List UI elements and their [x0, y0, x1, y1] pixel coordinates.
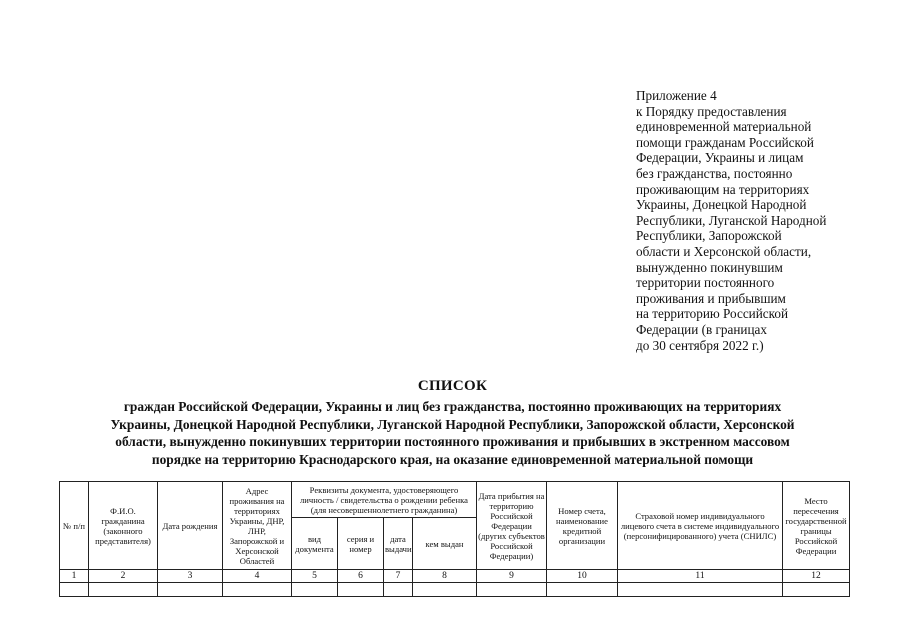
appendix-line: помощи гражданам Российской	[636, 134, 814, 150]
appendix-line: Республики, Луганской Народной	[636, 212, 827, 228]
empty-cell	[783, 583, 850, 597]
header-snils: Страховой номер индивидуального лицевого счета в системе индивидуального (персонифицированного) учета (СНИЛС)	[618, 482, 783, 570]
header-no: № п/п	[60, 482, 89, 570]
document-subtitle	[40, 398, 865, 468]
appendix-line: проживающим на территориях	[636, 181, 810, 197]
appendix-line: проживания и прибывшим	[636, 290, 786, 306]
column-number: 3	[158, 570, 223, 583]
column-number: 5	[292, 570, 338, 583]
header-account: Номер счета, наименование кредитной организации	[547, 482, 618, 570]
column-number: 7	[384, 570, 413, 583]
appendix-line: вынужденно покинувшим	[636, 259, 783, 275]
header-border-crossing: Место пересечения государственной границы Российской Федерации	[783, 482, 850, 570]
appendix-line: Республики, Запорожской	[636, 228, 782, 244]
appendix-line: Федерации, Украины и лицам	[636, 150, 804, 166]
subtitle-line: граждан Российской Федерации, Украины и лиц без гражданства, постоянно проживающих на территориях	[123, 399, 782, 414]
empty-cell	[292, 583, 338, 597]
column-number: 1	[60, 570, 89, 583]
column-number: 4	[223, 570, 292, 583]
column-number: 9	[477, 570, 547, 583]
empty-cell	[89, 583, 158, 597]
appendix-line: до 30 сентября 2022 г.)	[636, 337, 764, 353]
appendix-line: территории постоянного	[636, 275, 775, 291]
appendix-line: без гражданства, постоянно	[636, 165, 793, 181]
document-title: СПИСОК	[417, 378, 488, 394]
column-number: 6	[338, 570, 384, 583]
table-row	[60, 583, 850, 597]
appendix-note	[636, 88, 886, 353]
appendix-line: на территорию Российской	[636, 306, 789, 322]
recipients-table	[59, 481, 850, 597]
subtitle-line: Украины, Донецкой Народной Республики, Луганской Народной Республики, Запорожской области, Херсонской	[110, 416, 795, 432]
empty-cell	[477, 583, 547, 597]
appendix-line: Федерации (в границах	[636, 321, 767, 337]
header-birth-date: Дата рождения	[158, 482, 223, 570]
header-doc-issuer: кем выдан	[413, 518, 477, 570]
appendix-line: Приложение 4	[636, 88, 717, 103]
subtitle-line: порядке на территорию Краснодарского края, на оказание единовременной материальной помощи	[151, 451, 754, 467]
empty-cell	[413, 583, 477, 597]
subtitle-line: области, вынужденно покинувших территории постоянного проживания и прибывших в экстренном массовом	[115, 434, 790, 449]
appendix-line: единовременной материальной	[636, 119, 812, 135]
column-number: 11	[618, 570, 783, 583]
empty-cell	[60, 583, 89, 597]
empty-cell	[384, 583, 413, 597]
appendix-line: Украины, Донецкой Народной	[636, 197, 807, 213]
header-fio: Ф.И.О. гражданина (законного представителя)	[89, 482, 158, 570]
appendix-line: к Порядку предоставления	[636, 103, 787, 119]
empty-cell	[618, 583, 783, 597]
appendix-line: области и Херсонской области,	[636, 243, 812, 259]
header-doc-date: дата выдачи	[384, 518, 413, 570]
header-doc-type: вид документа	[292, 518, 338, 570]
empty-cell	[547, 583, 618, 597]
header-arrival-date: Дата прибытия на территорию Российской Федерации (других субъектов Российской Федерации)	[477, 482, 547, 570]
header-address: Адрес проживания на территориях Украины, ДНР, ЛНР, Запорожской и Херсонской Областей	[223, 482, 292, 570]
empty-cell	[223, 583, 292, 597]
empty-cell	[338, 583, 384, 597]
empty-cell	[158, 583, 223, 597]
header-doc-series: серия и номер	[338, 518, 384, 570]
column-number: 2	[89, 570, 158, 583]
header-document-group: Реквизиты документа, удостоверяющего личность / свидетельства о рождении ребенка (для несовершеннолетнего гражданина)	[292, 482, 477, 518]
column-number: 10	[547, 570, 618, 583]
column-number: 12	[783, 570, 850, 583]
column-number: 8	[413, 570, 477, 583]
